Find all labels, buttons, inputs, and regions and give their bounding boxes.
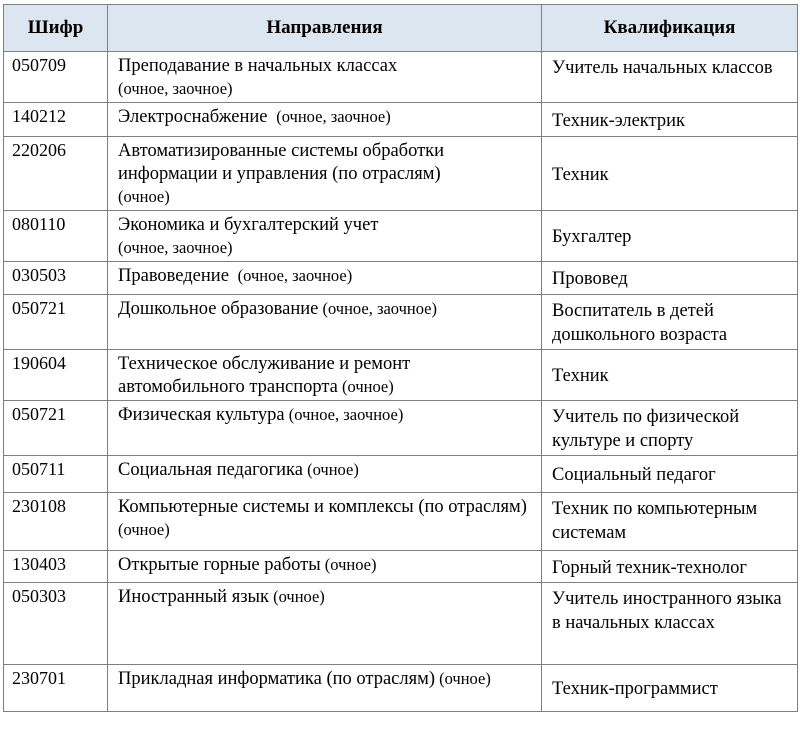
cell-code: 130403: [4, 551, 108, 583]
cell-code: 230701: [4, 665, 108, 712]
cell-code: 050721: [4, 401, 108, 456]
cell-qualification: Прововед: [542, 262, 798, 295]
cell-qualification: Техник по компьютерным системам: [542, 493, 798, 551]
direction-name: Социальная педагогика: [118, 460, 303, 480]
study-form: (очное): [337, 377, 394, 396]
cell-direction: [108, 211, 542, 262]
study-form: (очное): [118, 187, 170, 206]
table-row: [4, 262, 798, 295]
cell-direction: [108, 137, 542, 211]
cell-code: 030503: [4, 262, 108, 295]
direction-name: Прикладная информатика (по отраслям): [118, 669, 435, 689]
study-form: (очное, заочное): [233, 266, 353, 285]
programs-table: [3, 4, 798, 712]
direction-name: Техническое обслуживание и ремонт автомобильного транспорта: [118, 354, 415, 397]
study-form: (очное): [302, 460, 359, 479]
cell-qualification: Техник-электрик: [542, 103, 798, 137]
table-row: [4, 52, 798, 103]
cell-qualification: Учитель иностранного языка в начальных классах: [542, 583, 798, 665]
header-direction: Направления: [108, 5, 542, 52]
direction-name: Преподавание в начальных классах: [118, 56, 398, 76]
table-body: [4, 52, 798, 712]
direction-name: Дошкольное образование: [118, 299, 319, 319]
direction-name: Иностранный язык: [118, 587, 269, 607]
study-form: (очное): [320, 555, 377, 574]
cell-code: 050303: [4, 583, 108, 665]
direction-name: Открытые горные работы: [118, 555, 321, 575]
table-row: [4, 401, 798, 456]
cell-code: 230108: [4, 493, 108, 551]
table-row: [4, 103, 798, 137]
header-code: Шифр: [4, 5, 108, 52]
cell-direction: [108, 401, 542, 456]
header-qualification: Квалификация: [542, 5, 798, 52]
cell-direction: [108, 493, 542, 551]
direction-name: Физическая культура: [118, 405, 285, 425]
cell-direction: [108, 456, 542, 493]
study-form: (очное, заочное): [118, 79, 233, 98]
direction-name: Автоматизированные системы обработки информации и управления (по отраслям): [118, 141, 449, 184]
table-row: [4, 456, 798, 493]
direction-name: Экономика и бухгалтерский учет: [118, 215, 379, 235]
cell-direction: [108, 295, 542, 350]
header-row: [4, 5, 798, 52]
cell-direction: [108, 665, 542, 712]
cell-qualification: Бухгалтер: [542, 211, 798, 262]
table-row: [4, 665, 798, 712]
table-row: [4, 295, 798, 350]
cell-qualification: Учитель по физической культуре и спорту: [542, 401, 798, 456]
cell-direction: [108, 583, 542, 665]
cell-qualification: Техник: [542, 350, 798, 401]
study-form: (очное): [434, 669, 491, 688]
direction-name: Электроснабжение: [118, 107, 273, 127]
study-form: (очное): [118, 497, 532, 539]
cell-code: 050721: [4, 295, 108, 350]
cell-direction: [108, 52, 542, 103]
cell-direction: [108, 350, 542, 401]
cell-code: 140212: [4, 103, 108, 137]
table-row: [4, 493, 798, 551]
table-row: [4, 350, 798, 401]
cell-direction: [108, 262, 542, 295]
study-form: (очное, заочное): [284, 405, 404, 424]
cell-direction: [108, 551, 542, 583]
cell-code: 190604: [4, 350, 108, 401]
table-row: [4, 137, 798, 211]
cell-qualification: Социальный педагог: [542, 456, 798, 493]
table-row: [4, 583, 798, 665]
cell-qualification: Техник-программист: [542, 665, 798, 712]
cell-code: 220206: [4, 137, 108, 211]
table-row: [4, 551, 798, 583]
study-form: (очное, заочное): [318, 299, 438, 318]
direction-name: Правоведение: [118, 266, 234, 286]
table-row: [4, 211, 798, 262]
cell-code: 050711: [4, 456, 108, 493]
cell-qualification: Горный техник-технолог: [542, 551, 798, 583]
cell-code: 080110: [4, 211, 108, 262]
cell-qualification: Воспитатель в детей дошкольного возраста: [542, 295, 798, 350]
direction-name: Компьютерные системы и комплексы (по отраслям): [118, 497, 527, 517]
cell-qualification: Учитель начальных классов: [542, 52, 798, 103]
cell-code: 050709: [4, 52, 108, 103]
study-form: (очное, заочное): [118, 238, 233, 257]
study-form: (очное, заочное): [272, 107, 391, 126]
cell-qualification: Техник: [542, 137, 798, 211]
cell-direction: [108, 103, 542, 137]
study-form: (очное): [268, 587, 325, 606]
